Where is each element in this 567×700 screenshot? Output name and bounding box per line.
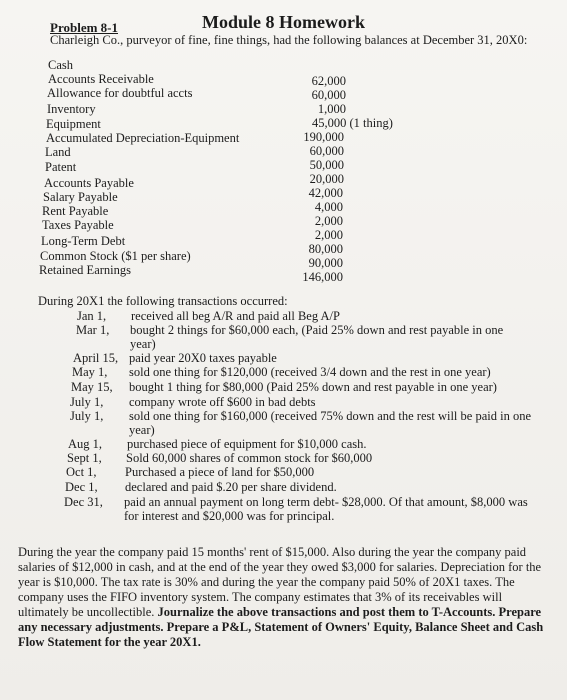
transactions-heading: During 20X1 the following transactions occurred: — [38, 294, 288, 308]
balance-label: Cash — [48, 58, 73, 72]
balance-label: Salary Payable — [43, 190, 118, 204]
transaction-date: Sept 1, — [67, 451, 102, 465]
transaction-text: bought 2 things for $60,000 each, (Paid 25% down and rest payable in one year) — [130, 323, 504, 351]
transaction-date: May 1, — [72, 365, 108, 379]
balance-value: 62,000 — [311, 74, 346, 88]
transaction-date: Dec 31, — [64, 495, 103, 509]
balance-label: Inventory — [47, 102, 96, 116]
balance-label: Taxes Payable — [42, 218, 114, 232]
transaction-text: purchased piece of equipment for $10,000 cash. — [127, 437, 367, 451]
closing-text: During the year the company paid 15 months' rent of $15,000. Also during the year the company paid salaries of $12,000 in cash, and at the end of the year they owed $3,000 for salaries. Depreciation for the year is $10,000. The tax rate is 30% and during the year the company paid 50% of 20X1 taxes. The company uses the FIFO inventory system. The company estimates that 3% of its receivables will ultimately be uncollectible. — [18, 545, 542, 619]
balance-label: Rent Payable — [42, 204, 109, 218]
balance-label: Long-Term Debt — [41, 234, 126, 248]
balance-label: Allowance for doubtful accts — [47, 86, 193, 100]
balance-label: Accounts Payable — [44, 176, 134, 190]
balance-value: 4,000 — [314, 200, 343, 214]
transaction-text: Sold 60,000 shares of common stock for $60,000 — [126, 451, 373, 465]
balance-label: Accumulated Depreciation-Equipment — [46, 131, 240, 145]
balance-value: 90,000 — [308, 256, 343, 270]
page-title: Module 8 Homework — [202, 12, 365, 32]
balance-label: Patent — [45, 160, 77, 174]
problem-number: Problem 8-1 — [50, 20, 118, 35]
closing-instructions: Journalize the above transactions and post them to T-Accounts. Prepare any necessary adjustments. Prepare a P&L, Statement of Owners' Equity, Balance Sheet and Cash Flow Statement for the year 20X1. — [18, 605, 544, 649]
transaction-date: Aug 1, — [68, 437, 103, 451]
balance-value: 20,000 — [309, 172, 344, 186]
transaction-date: July 1, — [70, 395, 104, 409]
transaction-text: paid year 20X0 taxes payable — [129, 351, 277, 365]
transaction-date: Jan 1, — [77, 309, 107, 323]
transaction-date: Dec 1, — [65, 480, 98, 494]
balance-label: Land — [45, 145, 71, 159]
balance-value: 80,000 — [308, 242, 343, 256]
closing-paragraph — [18, 545, 548, 650]
balance-label: Accounts Receivable — [48, 72, 154, 86]
balance-label: Common Stock ($1 per share) — [40, 249, 191, 263]
balance-value: 60,000 — [311, 88, 346, 102]
transaction-date: July 1, — [70, 409, 104, 423]
transaction-text: bought 1 thing for $80,000 (Paid 25% down and rest payable in one year) — [129, 380, 497, 394]
balance-value: 2,000 — [314, 214, 343, 228]
transaction-text: Purchased a piece of land for $50,000 — [125, 465, 315, 479]
balance-label: Retained Earnings — [39, 263, 131, 277]
balance-value: 1,000 — [317, 102, 346, 116]
transaction-text: paid an annual payment on long term debt- $28,000. Of that amount, $8,000 was for interest and $20,000 was for principal. — [124, 495, 528, 523]
transaction-date: Mar 1, — [76, 323, 110, 337]
transaction-date: May 15, — [71, 380, 113, 394]
balance-label: Equipment — [46, 117, 101, 131]
balance-value: 45,000 (1 thing) — [312, 116, 393, 130]
intro-text: Charleigh Co., purveyor of fine, fine things, had the following balances at December 31, 20X0: — [50, 33, 528, 47]
balance-value: 146,000 — [302, 270, 343, 284]
balance-value: 2,000 — [314, 228, 343, 242]
balance-value: 50,000 — [309, 158, 344, 172]
balance-value: 60,000 — [309, 144, 344, 158]
transaction-text: declared and paid $.20 per share dividend. — [125, 480, 337, 494]
transaction-date: Oct 1, — [66, 465, 97, 479]
transaction-text: company wrote off $600 in bad debts — [129, 395, 316, 409]
balance-value: 42,000 — [308, 186, 343, 200]
transaction-text: sold one thing for $160,000 (received 75% down and the rest will be paid in one year) — [129, 409, 531, 437]
balance-value: 190,000 — [303, 130, 344, 144]
transaction-text: received all beg A/R and paid all Beg A/P — [131, 309, 340, 323]
transaction-date: April 15, — [73, 351, 119, 365]
transaction-text: sold one thing for $120,000 (received 3/4 down and the rest in one year) — [129, 365, 491, 379]
